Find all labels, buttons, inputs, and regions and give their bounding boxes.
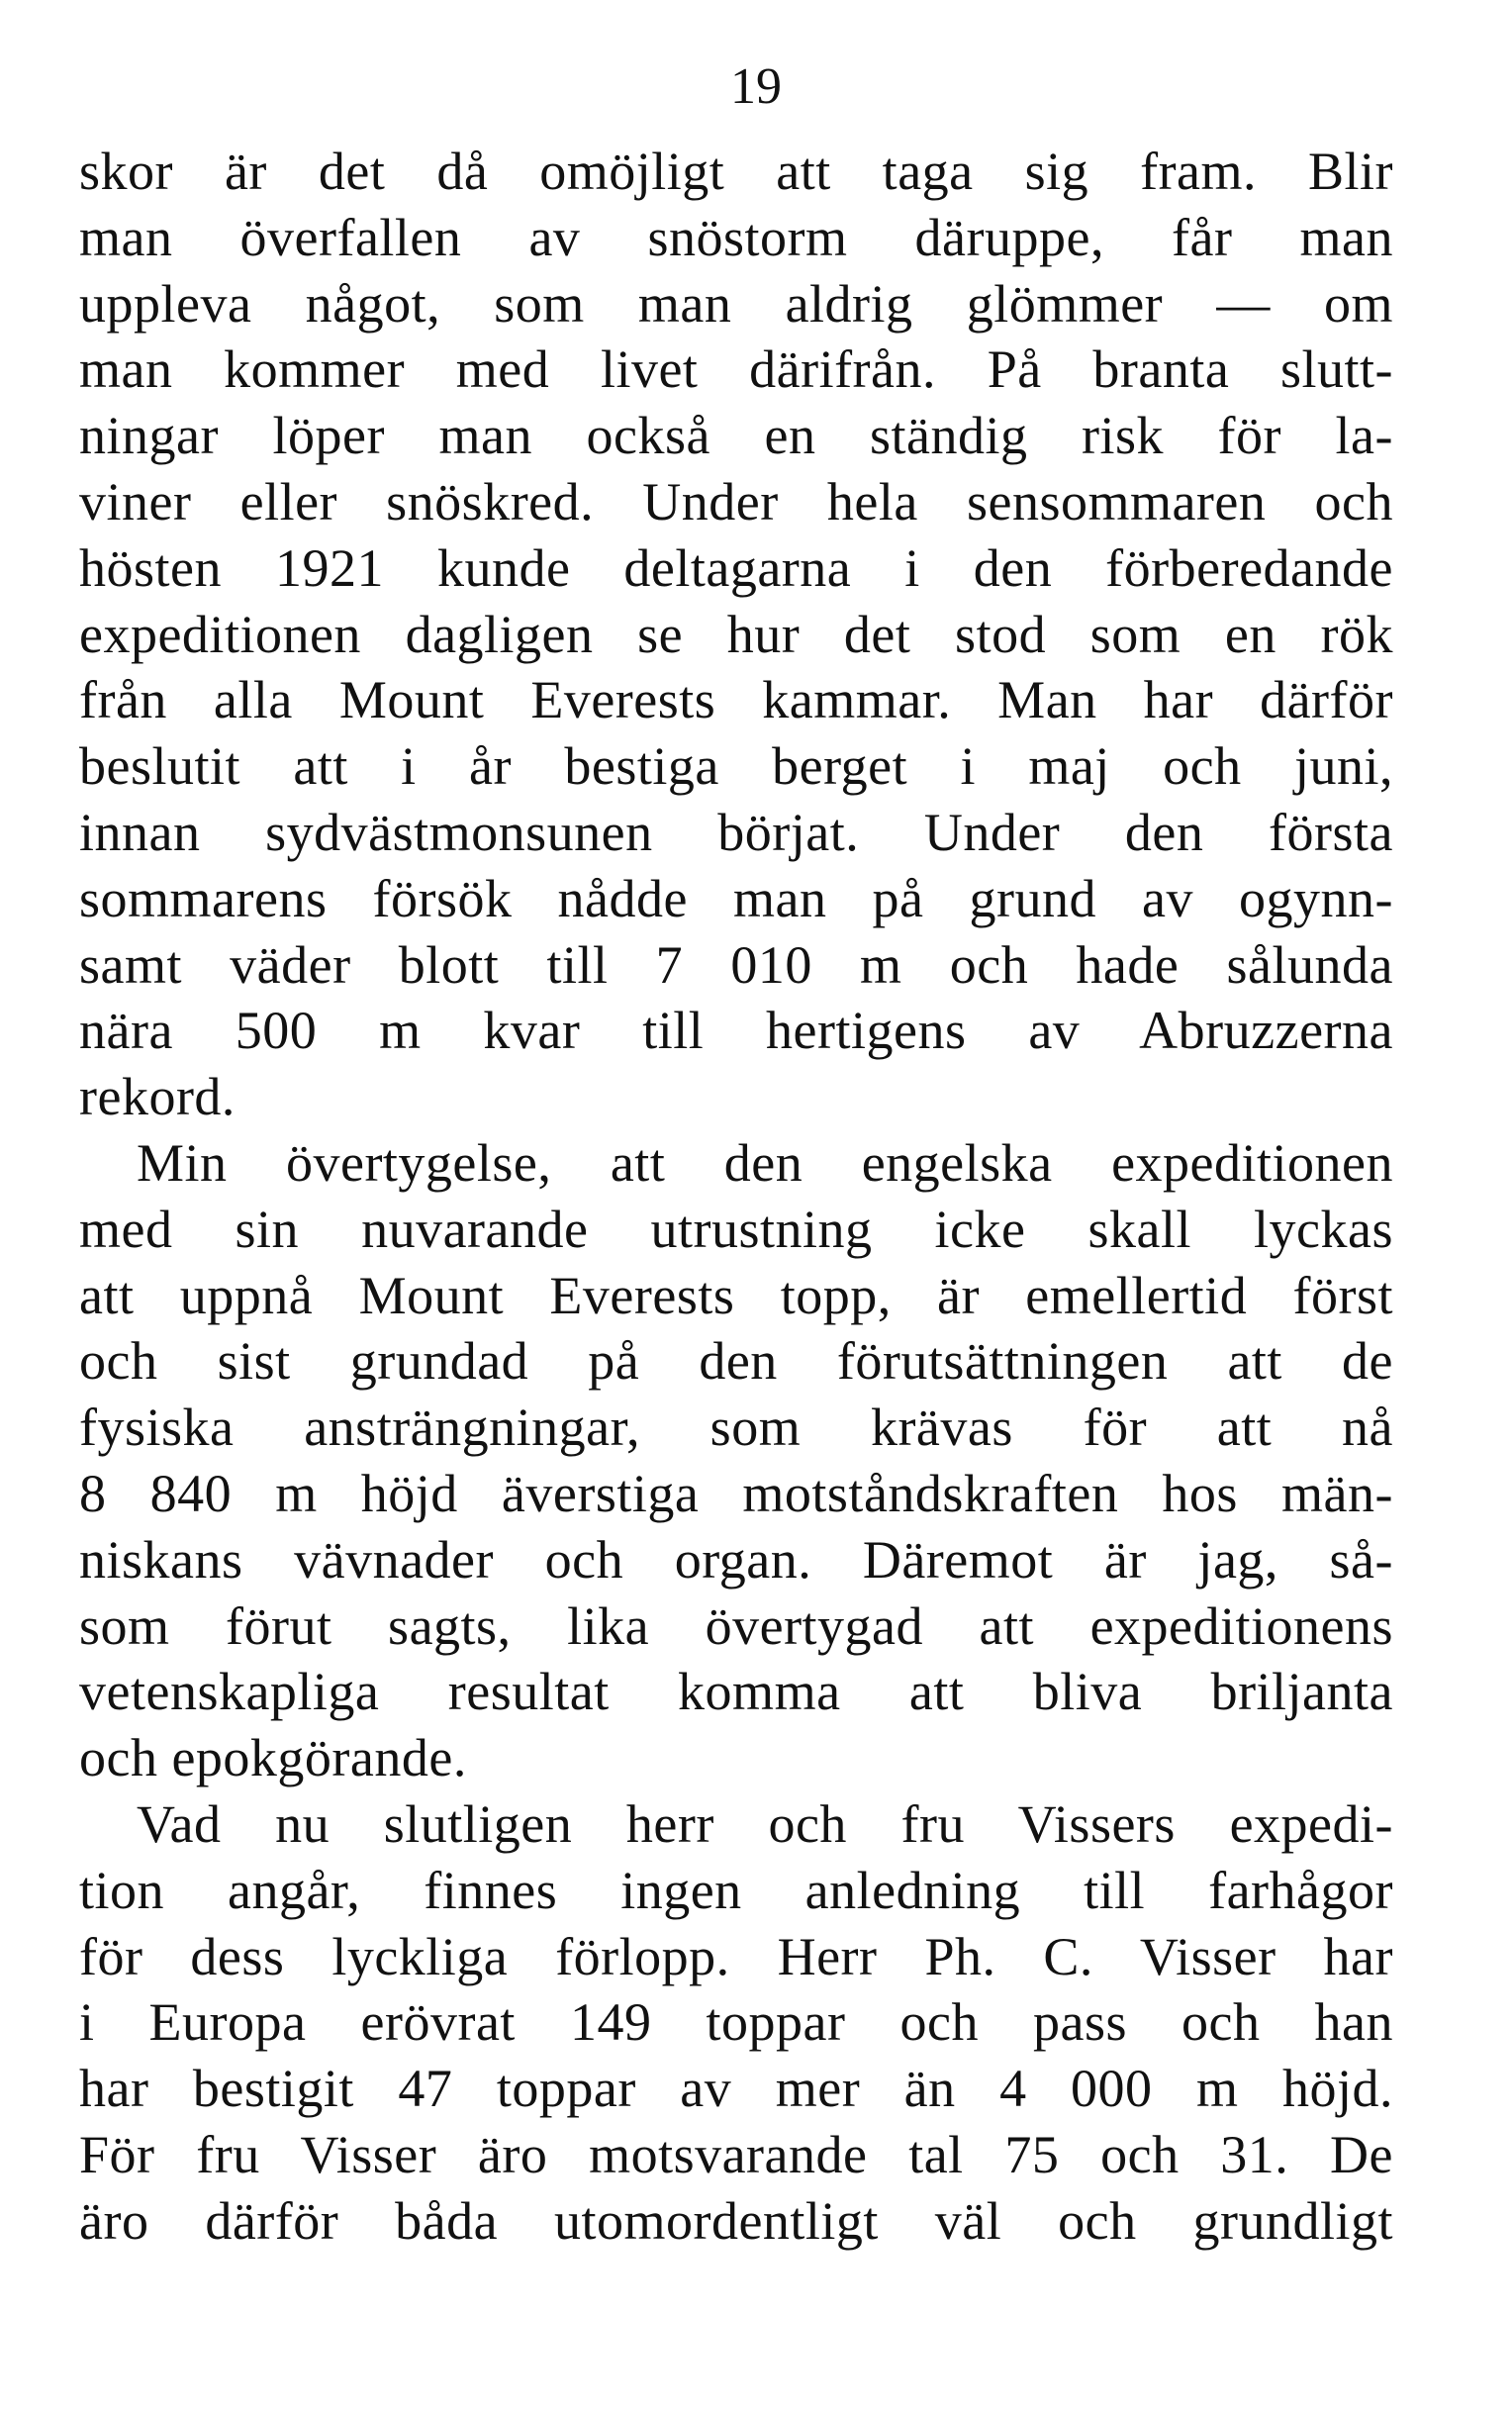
text-line: innan sydvästmonsunen börjat. Under den första bbox=[79, 802, 1393, 862]
text-line: för dess lyckliga förlopp. Herr Ph. C. Visser har bbox=[79, 1926, 1393, 1986]
text-line: För fru Visser äro motsvarande tal 75 och 31. De bbox=[79, 2124, 1393, 2184]
text-line: fysiska ansträngningar, som krävas för att nå bbox=[79, 1398, 1393, 1458]
text-line: Min övertygelse, att den engelska expeditionen bbox=[137, 1132, 1393, 1193]
text-line: sommarens försök nådde man på grund av ogynn- bbox=[79, 868, 1393, 928]
text-line: har bestigit 47 toppar av mer än 4 000 m höjd. bbox=[79, 2059, 1393, 2119]
text-line: beslutit att i år bestiga berget i maj och juni, bbox=[79, 736, 1393, 797]
text-line: skor är det då omöjligt att taga sig fram. Blir bbox=[79, 142, 1393, 201]
text-line: uppleva något, som man aldrig glömmer — om bbox=[79, 273, 1393, 334]
text-line: som förut sagts, lika övertygad att expeditionens bbox=[79, 1595, 1393, 1656]
text-line: man överfallen av snöstorm däruppe, får man bbox=[79, 207, 1393, 267]
text-line: vetenskapliga resultat komma att bliva briljanta bbox=[79, 1662, 1393, 1722]
text-line: med sin nuvarande utrustning icke skall lyckas bbox=[79, 1199, 1393, 1259]
page-number: 19 bbox=[730, 58, 782, 115]
text-line: från alla Mount Everests kammar. Man har därför bbox=[79, 670, 1393, 730]
text-line: att uppnå Mount Everests topp, är emellertid först bbox=[79, 1265, 1393, 1325]
text-line: nära 500 m kvar till hertigens av Abruzzerna bbox=[79, 1001, 1393, 1061]
text-line: och epokgörande. bbox=[79, 1728, 467, 1788]
text-line: samt väder blott till 7 010 m och hade sålunda bbox=[79, 934, 1393, 995]
text-line: äro därför båda utomordentligt väl och grundligt bbox=[79, 2190, 1393, 2251]
text-line: och sist grundad på den förutsättningen att de bbox=[79, 1331, 1393, 1392]
text-line: rekord. bbox=[79, 1067, 236, 1127]
text-line: ningar löper man också en ständig risk för la- bbox=[79, 406, 1393, 466]
text-line: expeditionen dagligen se hur det stod som en rök bbox=[79, 604, 1393, 664]
text-line: hösten 1921 kunde deltagarna i den förberedande bbox=[79, 537, 1393, 598]
body-text bbox=[79, 139, 1393, 2255]
text-line: viner eller snöskred. Under hela sensommaren och bbox=[79, 471, 1393, 531]
text-line: tion angår, finnes ingen anledning till farhågor bbox=[79, 1860, 1393, 1920]
text-line: man kommer med livet därifrån. På branta slutt- bbox=[79, 339, 1393, 400]
text-line: 8 840 m höjd äverstiga motståndskraften hos män- bbox=[79, 1463, 1393, 1523]
text-line: i Europa erövrat 149 toppar och pass och han bbox=[79, 1992, 1393, 2053]
text-line: Vad nu slutligen herr och fru Vissers expedi- bbox=[137, 1793, 1393, 1854]
text-line: niskans vävnader och organ. Däremot är jag, så- bbox=[79, 1529, 1393, 1590]
